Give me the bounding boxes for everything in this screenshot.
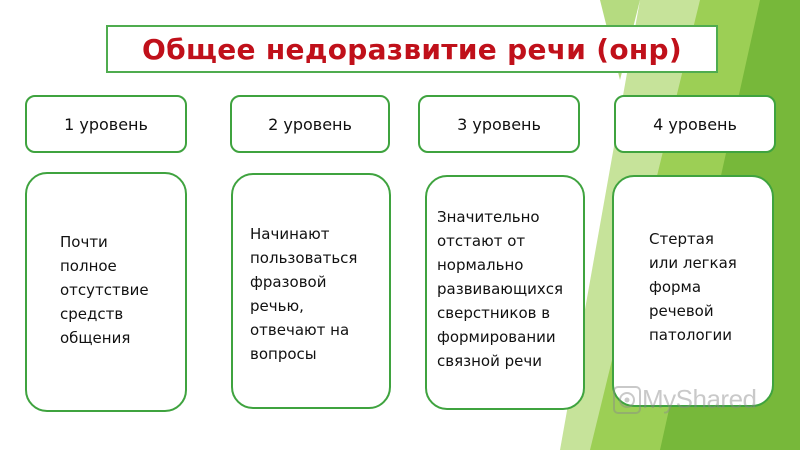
watermark <box>612 384 757 415</box>
description-line: или легкая <box>649 254 737 272</box>
description-line: речевой <box>649 302 714 320</box>
watermark-logo-icon <box>612 385 642 415</box>
description-line: сверстников в <box>437 304 551 322</box>
level-label-4: 4 уровень <box>653 114 737 134</box>
level-label-2: 2 уровень <box>268 114 352 134</box>
description-line: нормально <box>437 256 524 274</box>
description-line: речью, <box>250 297 304 315</box>
description-line: средств <box>60 305 124 323</box>
level-box-1 <box>25 95 187 153</box>
level-box-2 <box>230 95 390 153</box>
description-line: патологии <box>649 326 733 344</box>
level-box-4 <box>614 95 776 153</box>
description-line: отстают от <box>437 232 526 250</box>
description-line: полное <box>60 257 117 275</box>
description-line: формировании <box>437 328 556 346</box>
description-line: Стертая <box>649 230 714 248</box>
description-line: фразовой <box>250 273 327 291</box>
level-box-3 <box>418 95 580 153</box>
description-line: отсутствие <box>60 281 149 299</box>
title-box <box>106 25 718 73</box>
description-line: общения <box>60 329 131 347</box>
description-line: развивающихся <box>437 280 563 298</box>
description-text-1 <box>60 230 149 350</box>
description-line: Почти <box>60 233 108 251</box>
description-line: пользоваться <box>250 249 358 267</box>
description-text-2 <box>250 222 357 366</box>
description-text-3 <box>437 205 563 373</box>
level-label-3: 3 уровень <box>457 114 541 134</box>
description-text-4 <box>649 227 737 347</box>
level-label-1: 1 уровень <box>64 114 148 134</box>
description-line: вопросы <box>250 345 317 363</box>
page-title: Общее недоразвитие речи (онр) <box>142 32 682 66</box>
description-line: форма <box>649 278 702 296</box>
description-line: Начинают <box>250 225 330 243</box>
description-line: Значительно <box>437 208 540 226</box>
description-line: отвечают на <box>250 321 350 339</box>
watermark-text: MyShared <box>642 384 757 414</box>
description-line: связной речи <box>437 352 542 370</box>
